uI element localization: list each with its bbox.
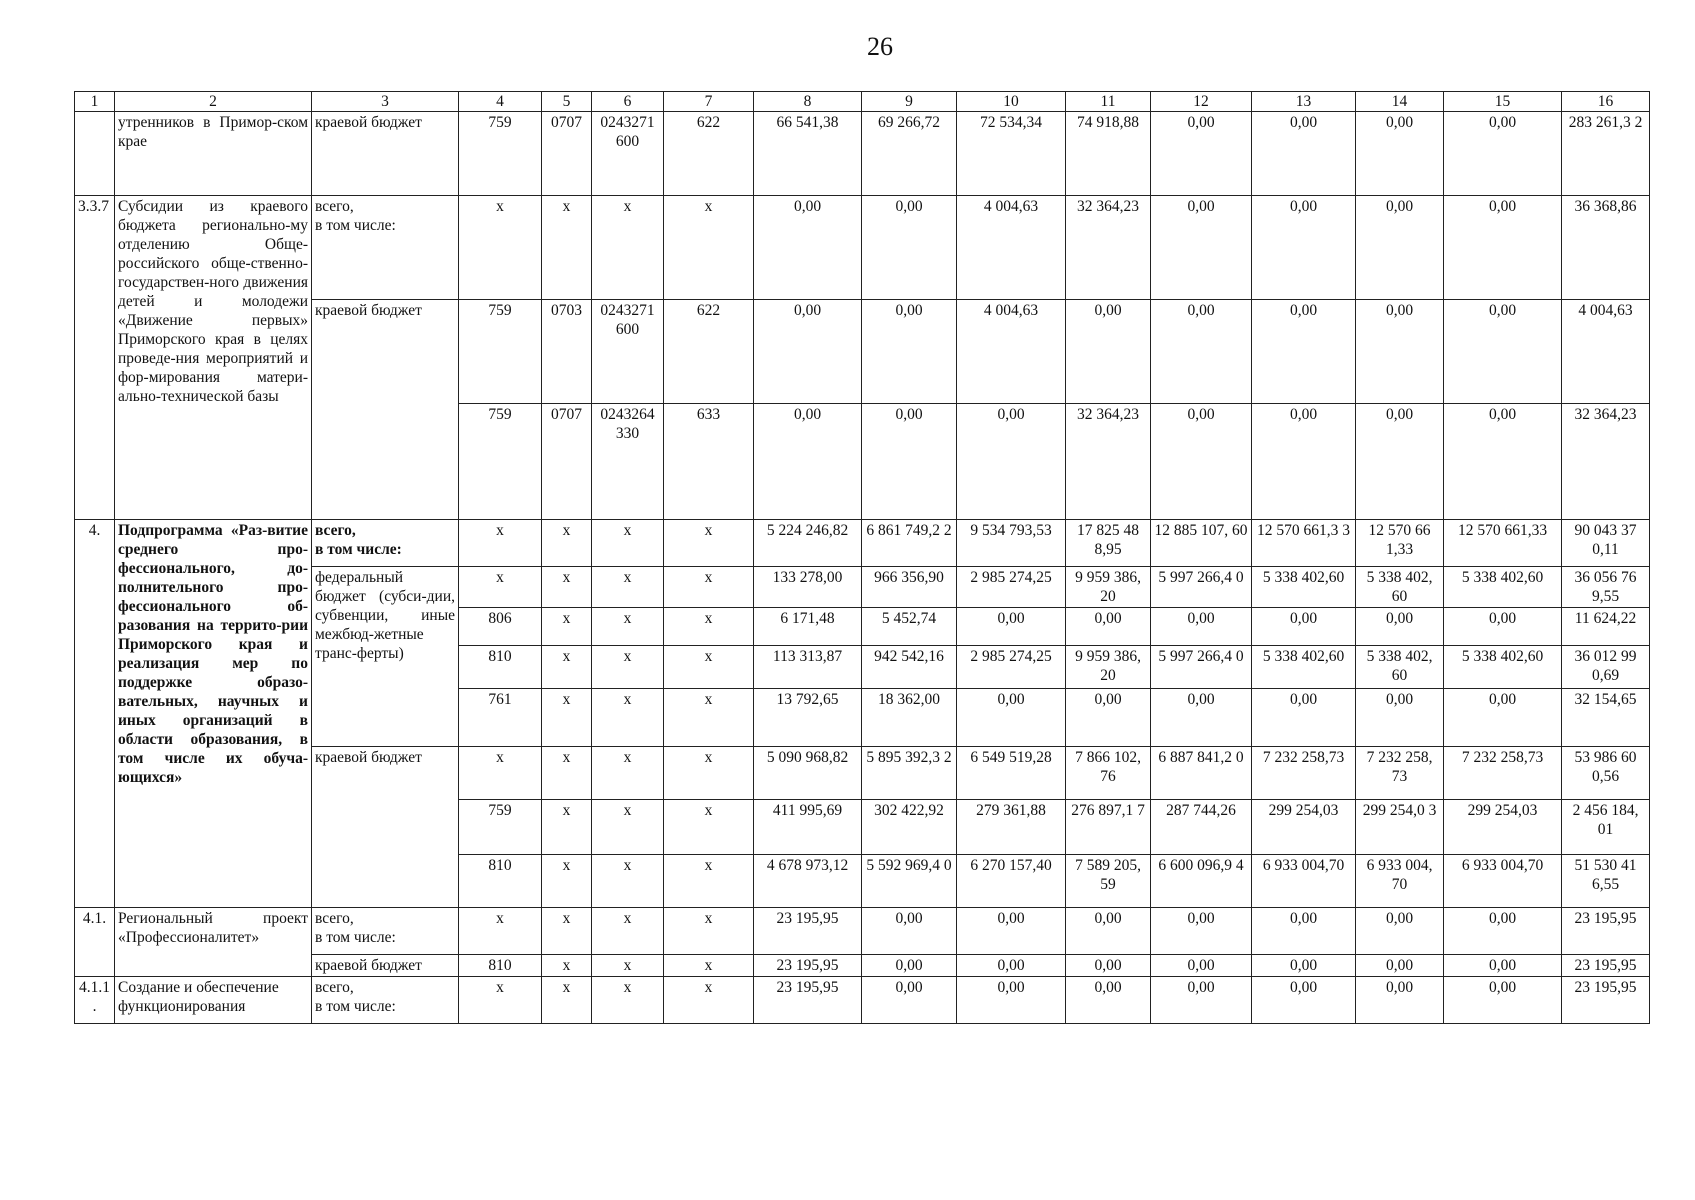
- value-cell: 5 224 246,82: [754, 520, 862, 567]
- row-3-3-7-total: [75, 196, 1650, 300]
- value-cell: x: [592, 608, 664, 646]
- value-cell: 5 997 266,4 0: [1151, 646, 1252, 689]
- value-cell: 5 895 392,3 2: [862, 747, 957, 800]
- value-cell: 0,00: [862, 300, 957, 404]
- value-cell: 23 195,95: [754, 977, 862, 1024]
- row-source: федеральный бюджет (субси-дии, субвенции, иные межбюд-жетные транс-ферты): [312, 567, 459, 747]
- row-name: Подпрограмма «Раз-витие среднего про-фессионального, до-полнительного про-фессионального об-разования на террито-рии Приморского края и реализация мер по поддержке образо-вательных, научных и иных организаций в области образования, в том числе их обуча-ющихся»: [115, 520, 312, 908]
- value-cell: 299 254,03: [1252, 800, 1356, 855]
- value-cell: 6 171,48: [754, 608, 862, 646]
- value-cell: 283 261,3 2: [1562, 112, 1650, 196]
- value-cell: 0707: [542, 112, 592, 196]
- value-cell: 0,00: [1252, 977, 1356, 1024]
- value-cell: 11 624,22: [1562, 608, 1650, 646]
- value-cell: 36 012 99 0,69: [1562, 646, 1650, 689]
- header-row: [75, 92, 1650, 112]
- row-4-kb: [75, 747, 1650, 800]
- value-cell: 633: [664, 404, 754, 520]
- value-cell: 5 338 402, 60: [1356, 567, 1444, 608]
- column-header: 12: [1151, 92, 1252, 112]
- value-cell: 0,00: [862, 977, 957, 1024]
- value-cell: 0,00: [1066, 300, 1151, 404]
- value-cell: x: [664, 855, 754, 908]
- value-cell: 5 997 266,4 0: [1151, 567, 1252, 608]
- value-cell: 0,00: [1356, 689, 1444, 747]
- value-cell: 23 195,95: [1562, 977, 1650, 1024]
- value-cell: 90 043 37 0,11: [1562, 520, 1650, 567]
- column-header: 4: [459, 92, 542, 112]
- value-cell: 0,00: [862, 404, 957, 520]
- value-cell: 0,00: [957, 908, 1066, 955]
- value-cell: x: [542, 646, 592, 689]
- value-cell: 0,00: [1151, 689, 1252, 747]
- value-cell: 810: [459, 646, 542, 689]
- value-cell: 4 004,63: [957, 196, 1066, 300]
- value-cell: x: [664, 977, 754, 1024]
- value-cell: 23 195,95: [1562, 908, 1650, 955]
- value-cell: 5 338 402,60: [1252, 567, 1356, 608]
- value-cell: x: [664, 955, 754, 977]
- value-cell: 0,00: [1356, 955, 1444, 977]
- value-cell: 0,00: [1151, 955, 1252, 977]
- value-cell: 0243271 600: [592, 112, 664, 196]
- value-cell: x: [664, 608, 754, 646]
- value-cell: x: [592, 646, 664, 689]
- value-cell: 7 232 258, 73: [1356, 747, 1444, 800]
- value-cell: 0,00: [957, 404, 1066, 520]
- value-cell: 622: [664, 300, 754, 404]
- value-cell: 0,00: [862, 908, 957, 955]
- value-cell: x: [459, 977, 542, 1024]
- value-cell: 0,00: [1444, 404, 1562, 520]
- value-cell: x: [592, 855, 664, 908]
- value-cell: 7 232 258,73: [1252, 747, 1356, 800]
- value-cell: 806: [459, 608, 542, 646]
- value-cell: 0,00: [1444, 608, 1562, 646]
- value-cell: 0,00: [1356, 300, 1444, 404]
- value-cell: x: [542, 800, 592, 855]
- value-cell: 17 825 48 8,95: [1066, 520, 1151, 567]
- value-cell: 5 090 968,82: [754, 747, 862, 800]
- value-cell: x: [664, 800, 754, 855]
- value-cell: x: [542, 689, 592, 747]
- value-cell: 72 534,34: [957, 112, 1066, 196]
- column-header: 11: [1066, 92, 1151, 112]
- value-cell: x: [542, 955, 592, 977]
- value-cell: 0,00: [1356, 404, 1444, 520]
- value-cell: 0,00: [957, 608, 1066, 646]
- column-header: 3: [312, 92, 459, 112]
- value-cell: 0703: [542, 300, 592, 404]
- value-cell: 23 195,95: [754, 908, 862, 955]
- value-cell: x: [592, 977, 664, 1024]
- value-cell: 0,00: [1252, 196, 1356, 300]
- value-cell: 0,00: [1066, 955, 1151, 977]
- value-cell: 287 744,26: [1151, 800, 1252, 855]
- value-cell: 4 004,63: [957, 300, 1066, 404]
- value-cell: 5 338 402, 60: [1356, 646, 1444, 689]
- value-cell: x: [664, 196, 754, 300]
- value-cell: 9 534 793,53: [957, 520, 1066, 567]
- value-cell: 0,00: [1444, 977, 1562, 1024]
- row-number-cell: [75, 112, 115, 196]
- column-header: 16: [1562, 92, 1650, 112]
- value-cell: x: [592, 955, 664, 977]
- value-cell: 0,00: [1252, 112, 1356, 196]
- value-cell: 36 368,86: [1562, 196, 1650, 300]
- value-cell: x: [664, 567, 754, 608]
- row-number: 3.3.7: [75, 196, 115, 520]
- row-4-1-total: [75, 908, 1650, 955]
- value-cell: 299 254,03: [1444, 800, 1562, 855]
- value-cell: 6 270 157,40: [957, 855, 1066, 908]
- value-cell: x: [592, 196, 664, 300]
- value-cell: 0,00: [1252, 689, 1356, 747]
- value-cell: 810: [459, 955, 542, 977]
- value-cell: 2 456 184, 01: [1562, 800, 1650, 855]
- value-cell: 7 866 102, 76: [1066, 747, 1151, 800]
- value-cell: 942 542,16: [862, 646, 957, 689]
- column-header: 14: [1356, 92, 1444, 112]
- column-header: 9: [862, 92, 957, 112]
- value-cell: x: [542, 608, 592, 646]
- value-cell: 9 959 386, 20: [1066, 567, 1151, 608]
- value-cell: x: [459, 196, 542, 300]
- value-cell: 0,00: [1252, 300, 1356, 404]
- value-cell: x: [542, 747, 592, 800]
- value-cell: x: [664, 689, 754, 747]
- value-cell: 810: [459, 855, 542, 908]
- row-number: 4.1.1 .: [75, 977, 115, 1024]
- value-cell: 12 570 661,33: [1444, 520, 1562, 567]
- value-cell: 0,00: [1444, 300, 1562, 404]
- row-source: краевой бюджет: [312, 747, 459, 908]
- value-cell: 9 959 386, 20: [1066, 646, 1151, 689]
- value-cell: 0,00: [1356, 977, 1444, 1024]
- row-name: утренников в Примор-ском крае: [115, 112, 312, 196]
- page-number: 26: [867, 32, 893, 61]
- value-cell: 12 570 661,3 3: [1252, 520, 1356, 567]
- value-cell: 6 933 004, 70: [1356, 855, 1444, 908]
- value-cell: 133 278,00: [754, 567, 862, 608]
- value-cell: 0,00: [1444, 112, 1562, 196]
- value-cell: 622: [664, 112, 754, 196]
- column-header: 5: [542, 92, 592, 112]
- value-cell: 5 452,74: [862, 608, 957, 646]
- value-cell: 4 004,63: [1562, 300, 1650, 404]
- row-continuation: [75, 112, 1650, 196]
- value-cell: 6 933 004,70: [1252, 855, 1356, 908]
- value-cell: 74 918,88: [1066, 112, 1151, 196]
- value-cell: x: [664, 908, 754, 955]
- value-cell: 0,00: [1356, 908, 1444, 955]
- value-cell: 7 589 205, 59: [1066, 855, 1151, 908]
- value-cell: 759: [459, 300, 542, 404]
- value-cell: 6 600 096,9 4: [1151, 855, 1252, 908]
- row-4-fed: [75, 567, 1650, 608]
- value-cell: 66 541,38: [754, 112, 862, 196]
- value-cell: x: [592, 747, 664, 800]
- value-cell: 0,00: [1066, 908, 1151, 955]
- column-header: 2: [115, 92, 312, 112]
- value-cell: 23 195,95: [1562, 955, 1650, 977]
- value-cell: 0,00: [862, 955, 957, 977]
- row-number: 4.: [75, 520, 115, 908]
- value-cell: 5 338 402,60: [1444, 567, 1562, 608]
- value-cell: 0,00: [1066, 977, 1151, 1024]
- value-cell: 0,00: [1356, 112, 1444, 196]
- value-cell: 759: [459, 800, 542, 855]
- value-cell: x: [459, 567, 542, 608]
- value-cell: x: [542, 977, 592, 1024]
- column-header: 15: [1444, 92, 1562, 112]
- value-cell: x: [542, 520, 592, 567]
- value-cell: 0,00: [1151, 196, 1252, 300]
- column-header: 7: [664, 92, 754, 112]
- row-source: краевой бюджет: [312, 955, 459, 977]
- row-name: Создание и обеспечение функционирования: [115, 977, 312, 1024]
- value-cell: 51 530 41 6,55: [1562, 855, 1650, 908]
- value-cell: 0,00: [1252, 908, 1356, 955]
- value-cell: x: [459, 908, 542, 955]
- value-cell: 2 985 274,25: [957, 567, 1066, 608]
- value-cell: 53 986 60 0,56: [1562, 747, 1650, 800]
- value-cell: x: [592, 689, 664, 747]
- row-source: краевой бюджет: [312, 112, 459, 196]
- column-header: 6: [592, 92, 664, 112]
- value-cell: 0,00: [1444, 689, 1562, 747]
- value-cell: 7 232 258,73: [1444, 747, 1562, 800]
- value-cell: 6 549 519,28: [957, 747, 1066, 800]
- value-cell: 23 195,95: [754, 955, 862, 977]
- value-cell: 5 338 402,60: [1252, 646, 1356, 689]
- value-cell: 0,00: [1066, 689, 1151, 747]
- value-cell: x: [542, 908, 592, 955]
- value-cell: 32 154,65: [1562, 689, 1650, 747]
- value-cell: x: [592, 800, 664, 855]
- value-cell: 0,00: [957, 977, 1066, 1024]
- value-cell: 32 364,23: [1066, 196, 1151, 300]
- row-source: всего, в том числе:: [312, 977, 459, 1024]
- row-name: Региональный проект «Профессионалитет»: [115, 908, 312, 977]
- value-cell: 0,00: [1151, 112, 1252, 196]
- value-cell: 0,00: [957, 955, 1066, 977]
- value-cell: 0,00: [1151, 300, 1252, 404]
- value-cell: x: [592, 908, 664, 955]
- value-cell: x: [664, 646, 754, 689]
- value-cell: 32 364,23: [1066, 404, 1151, 520]
- value-cell: 0,00: [1252, 955, 1356, 977]
- row-source: всего, в том числе:: [312, 196, 459, 300]
- value-cell: 0,00: [1444, 908, 1562, 955]
- value-cell: 36 056 76 9,55: [1562, 567, 1650, 608]
- row-source: всего, в том числе:: [312, 520, 459, 567]
- value-cell: 761: [459, 689, 542, 747]
- value-cell: x: [542, 567, 592, 608]
- value-cell: x: [664, 747, 754, 800]
- value-cell: 0,00: [862, 196, 957, 300]
- value-cell: 0,00: [1356, 196, 1444, 300]
- row-4-1-kb: [75, 955, 1650, 977]
- value-cell: 276 897,1 7: [1066, 800, 1151, 855]
- value-cell: 0,00: [1151, 977, 1252, 1024]
- row-source: всего, в том числе:: [312, 908, 459, 955]
- value-cell: x: [459, 747, 542, 800]
- value-cell: 32 364,23: [1562, 404, 1650, 520]
- value-cell: 113 313,87: [754, 646, 862, 689]
- value-cell: x: [542, 196, 592, 300]
- value-cell: 0,00: [957, 689, 1066, 747]
- value-cell: 0243271 600: [592, 300, 664, 404]
- value-cell: 0,00: [1151, 608, 1252, 646]
- row-3-3-7-kb-1: [75, 300, 1650, 404]
- row-4-1-1-total: [75, 977, 1650, 1024]
- value-cell: 0,00: [1252, 404, 1356, 520]
- value-cell: 0,00: [1066, 608, 1151, 646]
- value-cell: 6 861 749,2 2: [862, 520, 957, 567]
- value-cell: 0,00: [1444, 955, 1562, 977]
- value-cell: 0,00: [1444, 196, 1562, 300]
- value-cell: 0,00: [1356, 608, 1444, 646]
- value-cell: 2 985 274,25: [957, 646, 1066, 689]
- value-cell: 302 422,92: [862, 800, 957, 855]
- value-cell: 5 338 402,60: [1444, 646, 1562, 689]
- row-4-total: [75, 520, 1650, 567]
- table-body: [75, 92, 1650, 1024]
- value-cell: 0,00: [754, 196, 862, 300]
- value-cell: 0243264 330: [592, 404, 664, 520]
- value-cell: 966 356,90: [862, 567, 957, 608]
- row-name: Субсидии из краевого бюджета регионально-му отделению Обще-российского обще-ственно-государствен-ного движения детей и молодежи «Движение первых» Приморского края в целях проведе-ния мероприятий и фор-мирования матери-ально-технической базы: [115, 196, 312, 520]
- value-cell: 299 254,0 3: [1356, 800, 1444, 855]
- value-cell: 0,00: [1151, 908, 1252, 955]
- value-cell: 0,00: [1151, 404, 1252, 520]
- row-source: краевой бюджет: [312, 300, 459, 520]
- column-header: 1: [75, 92, 115, 112]
- value-cell: 12 570 66 1,33: [1356, 520, 1444, 567]
- value-cell: x: [542, 855, 592, 908]
- value-cell: 4 678 973,12: [754, 855, 862, 908]
- column-header: 13: [1252, 92, 1356, 112]
- value-cell: 6 933 004,70: [1444, 855, 1562, 908]
- value-cell: 5 592 969,4 0: [862, 855, 957, 908]
- value-cell: x: [592, 520, 664, 567]
- value-cell: 18 362,00: [862, 689, 957, 747]
- value-cell: 0,00: [1252, 608, 1356, 646]
- column-header: 8: [754, 92, 862, 112]
- value-cell: 6 887 841,2 0: [1151, 747, 1252, 800]
- value-cell: x: [592, 567, 664, 608]
- value-cell: 759: [459, 404, 542, 520]
- value-cell: x: [459, 520, 542, 567]
- value-cell: 759: [459, 112, 542, 196]
- value-cell: 279 361,88: [957, 800, 1066, 855]
- column-header: 10: [957, 92, 1066, 112]
- value-cell: 411 995,69: [754, 800, 862, 855]
- budget-table: [74, 91, 1650, 1024]
- value-cell: 13 792,65: [754, 689, 862, 747]
- row-number: 4.1.: [75, 908, 115, 977]
- value-cell: 0707: [542, 404, 592, 520]
- value-cell: 12 885 107, 60: [1151, 520, 1252, 567]
- value-cell: 69 266,72: [862, 112, 957, 196]
- value-cell: 0,00: [754, 404, 862, 520]
- value-cell: 0,00: [754, 300, 862, 404]
- value-cell: x: [664, 520, 754, 567]
